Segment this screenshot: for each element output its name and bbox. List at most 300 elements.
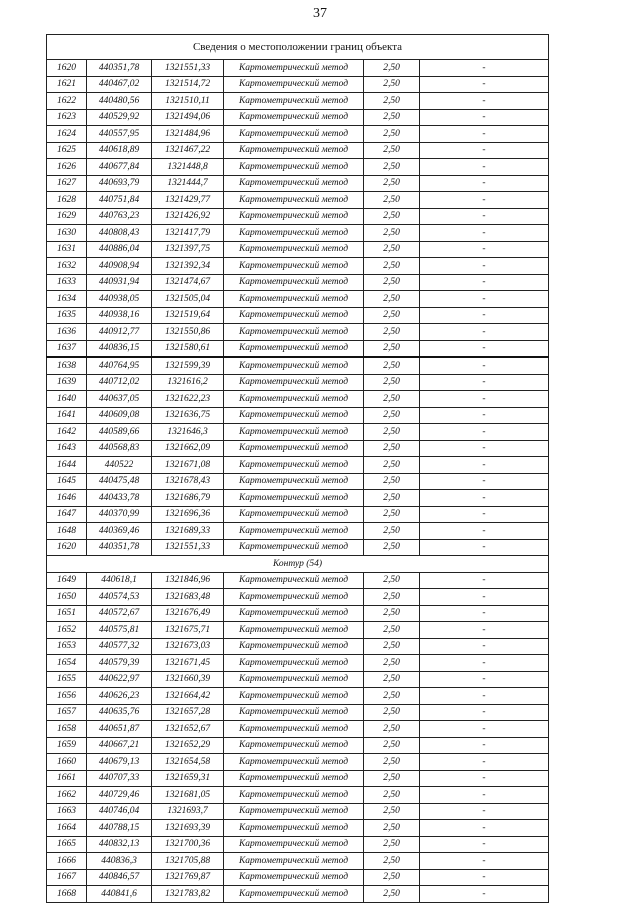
y-coordinate-cell: 1321693,39: [152, 820, 224, 837]
table-row: [47, 258, 549, 275]
x-coordinate-cell: 440568,83: [87, 440, 152, 457]
note-cell: -: [420, 803, 549, 820]
x-coordinate-cell: 440480,56: [87, 93, 152, 110]
method-cell: Картометрический метод: [224, 704, 364, 721]
y-coordinate-cell: 1321683,48: [152, 589, 224, 606]
table-row: [47, 307, 549, 324]
table-row: [47, 192, 549, 209]
point-number-cell: 1655: [47, 671, 87, 688]
note-cell: -: [420, 258, 549, 275]
x-coordinate-cell: 440572,67: [87, 605, 152, 622]
point-number-cell: 1665: [47, 836, 87, 853]
table-header-row: [47, 35, 549, 60]
note-cell: -: [420, 76, 549, 93]
method-cell: Картометрический метод: [224, 340, 364, 357]
point-number-cell: 1662: [47, 787, 87, 804]
accuracy-cell: 2,50: [364, 869, 420, 886]
y-coordinate-cell: 1321681,05: [152, 787, 224, 804]
x-coordinate-cell: 440677,84: [87, 159, 152, 176]
point-number-cell: 1663: [47, 803, 87, 820]
table-row: [47, 622, 549, 639]
note-cell: -: [420, 126, 549, 143]
method-cell: Картометрический метод: [224, 192, 364, 209]
accuracy-cell: 2,50: [364, 803, 420, 820]
table-row: [47, 671, 549, 688]
table-row: [47, 175, 549, 192]
table-row: [47, 274, 549, 291]
accuracy-cell: 2,50: [364, 291, 420, 308]
x-coordinate-cell: 440938,05: [87, 291, 152, 308]
note-cell: -: [420, 869, 549, 886]
y-coordinate-cell: 1321783,82: [152, 886, 224, 903]
accuracy-cell: 2,50: [364, 473, 420, 490]
x-coordinate-cell: 440609,08: [87, 407, 152, 424]
accuracy-cell: 2,50: [364, 192, 420, 209]
x-coordinate-cell: 440808,43: [87, 225, 152, 242]
note-cell: -: [420, 622, 549, 639]
point-number-cell: 1620: [47, 60, 87, 77]
method-cell: Картометрический метод: [224, 506, 364, 523]
accuracy-cell: 2,50: [364, 440, 420, 457]
y-coordinate-cell: 1321660,39: [152, 671, 224, 688]
table-row: [47, 770, 549, 787]
y-coordinate-cell: 1321657,28: [152, 704, 224, 721]
x-coordinate-cell: 440836,15: [87, 340, 152, 357]
point-number-cell: 1642: [47, 424, 87, 441]
x-coordinate-cell: 440475,48: [87, 473, 152, 490]
method-cell: Картометрический метод: [224, 60, 364, 77]
y-coordinate-cell: 1321686,79: [152, 490, 224, 507]
point-number-cell: 1657: [47, 704, 87, 721]
y-coordinate-cell: 1321397,75: [152, 241, 224, 258]
x-coordinate-cell: 440729,46: [87, 787, 152, 804]
note-cell: -: [420, 241, 549, 258]
y-coordinate-cell: 1321675,71: [152, 622, 224, 639]
table-row: [47, 853, 549, 870]
y-coordinate-cell: 1321599,39: [152, 357, 224, 374]
point-number-cell: 1639: [47, 374, 87, 391]
note-cell: -: [420, 572, 549, 589]
note-cell: -: [420, 225, 549, 242]
method-cell: Картометрический метод: [224, 638, 364, 655]
note-cell: -: [420, 523, 549, 540]
x-coordinate-cell: 440912,77: [87, 324, 152, 341]
y-coordinate-cell: 1321505,04: [152, 291, 224, 308]
x-coordinate-cell: 440764,95: [87, 357, 152, 374]
x-coordinate-cell: 440651,87: [87, 721, 152, 738]
method-cell: Картометрический метод: [224, 374, 364, 391]
note-cell: -: [420, 589, 549, 606]
note-cell: -: [420, 324, 549, 341]
note-cell: -: [420, 836, 549, 853]
note-cell: -: [420, 671, 549, 688]
y-coordinate-cell: 1321448,8: [152, 159, 224, 176]
point-number-cell: 1668: [47, 886, 87, 903]
point-number-cell: 1654: [47, 655, 87, 672]
note-cell: -: [420, 175, 549, 192]
accuracy-cell: 2,50: [364, 539, 420, 556]
method-cell: Картометрический метод: [224, 688, 364, 705]
point-number-cell: 1648: [47, 523, 87, 540]
point-number-cell: 1644: [47, 457, 87, 474]
note-cell: -: [420, 886, 549, 903]
table-row: [47, 291, 549, 308]
method-cell: Картометрический метод: [224, 109, 364, 126]
note-cell: -: [420, 340, 549, 357]
x-coordinate-cell: 440788,15: [87, 820, 152, 837]
y-coordinate-cell: 1321417,79: [152, 225, 224, 242]
x-coordinate-cell: 440635,76: [87, 704, 152, 721]
note-cell: -: [420, 473, 549, 490]
y-coordinate-cell: 1321659,31: [152, 770, 224, 787]
point-number-cell: 1630: [47, 225, 87, 242]
table-row: [47, 589, 549, 606]
accuracy-cell: 2,50: [364, 638, 420, 655]
table-row: [47, 506, 549, 523]
y-coordinate-cell: 1321622,23: [152, 391, 224, 408]
method-cell: Картометрический метод: [224, 324, 364, 341]
point-number-cell: 1635: [47, 307, 87, 324]
table-row: [47, 836, 549, 853]
table-row: [47, 704, 549, 721]
y-coordinate-cell: 1321689,33: [152, 523, 224, 540]
note-cell: -: [420, 721, 549, 738]
table-row: [47, 324, 549, 341]
x-coordinate-cell: 440707,33: [87, 770, 152, 787]
method-cell: Картометрический метод: [224, 225, 364, 242]
table-row: [47, 490, 549, 507]
accuracy-cell: 2,50: [364, 76, 420, 93]
point-number-cell: 1637: [47, 340, 87, 357]
method-cell: Картометрический метод: [224, 589, 364, 606]
point-number-cell: 1631: [47, 241, 87, 258]
x-coordinate-cell: 440637,05: [87, 391, 152, 408]
x-coordinate-cell: 440369,46: [87, 523, 152, 540]
method-cell: Картометрический метод: [224, 721, 364, 738]
method-cell: Картометрический метод: [224, 424, 364, 441]
y-coordinate-cell: 1321551,33: [152, 60, 224, 77]
accuracy-cell: 2,50: [364, 605, 420, 622]
method-cell: Картометрический метод: [224, 869, 364, 886]
x-coordinate-cell: 440618,89: [87, 142, 152, 159]
y-coordinate-cell: 1321467,22: [152, 142, 224, 159]
accuracy-cell: 2,50: [364, 407, 420, 424]
accuracy-cell: 2,50: [364, 208, 420, 225]
y-coordinate-cell: 1321580,61: [152, 340, 224, 357]
point-number-cell: 1660: [47, 754, 87, 771]
x-coordinate-cell: 440938,16: [87, 307, 152, 324]
note-cell: -: [420, 490, 549, 507]
accuracy-cell: 2,50: [364, 770, 420, 787]
table-row: [47, 357, 549, 374]
y-coordinate-cell: 1321510,11: [152, 93, 224, 110]
point-number-cell: 1620: [47, 539, 87, 556]
note-cell: -: [420, 424, 549, 441]
accuracy-cell: 2,50: [364, 506, 420, 523]
table-row: [47, 391, 549, 408]
x-coordinate-cell: 440557,95: [87, 126, 152, 143]
note-cell: -: [420, 457, 549, 474]
x-coordinate-cell: 440841,6: [87, 886, 152, 903]
point-number-cell: 1647: [47, 506, 87, 523]
note-cell: -: [420, 192, 549, 209]
y-coordinate-cell: 1321646,3: [152, 424, 224, 441]
table-row: [47, 109, 549, 126]
accuracy-cell: 2,50: [364, 853, 420, 870]
y-coordinate-cell: 1321616,2: [152, 374, 224, 391]
method-cell: Картометрический метод: [224, 142, 364, 159]
accuracy-cell: 2,50: [364, 93, 420, 110]
table-row: [47, 76, 549, 93]
table-row: [47, 721, 549, 738]
method-cell: Картометрический метод: [224, 159, 364, 176]
y-coordinate-cell: 1321673,03: [152, 638, 224, 655]
note-cell: -: [420, 853, 549, 870]
table-row: [47, 638, 549, 655]
table-row: [47, 457, 549, 474]
note-cell: -: [420, 407, 549, 424]
x-coordinate-cell: 440351,78: [87, 60, 152, 77]
point-number-cell: 1636: [47, 324, 87, 341]
accuracy-cell: 2,50: [364, 490, 420, 507]
accuracy-cell: 2,50: [364, 258, 420, 275]
note-cell: -: [420, 737, 549, 754]
method-cell: Картометрический метод: [224, 175, 364, 192]
method-cell: Картометрический метод: [224, 737, 364, 754]
accuracy-cell: 2,50: [364, 820, 420, 837]
accuracy-cell: 2,50: [364, 391, 420, 408]
method-cell: Картометрический метод: [224, 622, 364, 639]
method-cell: Картометрический метод: [224, 391, 364, 408]
y-coordinate-cell: 1321662,09: [152, 440, 224, 457]
accuracy-cell: 2,50: [364, 572, 420, 589]
accuracy-cell: 2,50: [364, 159, 420, 176]
table-row: [47, 142, 549, 159]
note-cell: -: [420, 291, 549, 308]
accuracy-cell: 2,50: [364, 374, 420, 391]
point-number-cell: 1629: [47, 208, 87, 225]
table-row: [47, 340, 549, 357]
accuracy-cell: 2,50: [364, 523, 420, 540]
method-cell: Картометрический метод: [224, 671, 364, 688]
table-row: [47, 440, 549, 457]
y-coordinate-cell: 1321652,29: [152, 737, 224, 754]
x-coordinate-cell: 440746,04: [87, 803, 152, 820]
accuracy-cell: 2,50: [364, 655, 420, 672]
point-number-cell: 1664: [47, 820, 87, 837]
point-number-cell: 1661: [47, 770, 87, 787]
point-number-cell: 1623: [47, 109, 87, 126]
accuracy-cell: 2,50: [364, 671, 420, 688]
point-number-cell: 1649: [47, 572, 87, 589]
point-number-cell: 1656: [47, 688, 87, 705]
point-number-cell: 1650: [47, 589, 87, 606]
method-cell: Картометрический метод: [224, 473, 364, 490]
point-number-cell: 1626: [47, 159, 87, 176]
x-coordinate-cell: 440370,99: [87, 506, 152, 523]
y-coordinate-cell: 1321550,86: [152, 324, 224, 341]
note-cell: -: [420, 274, 549, 291]
note-cell: -: [420, 440, 549, 457]
x-coordinate-cell: 440667,21: [87, 737, 152, 754]
table-row: [47, 374, 549, 391]
table-row: [47, 820, 549, 837]
point-number-cell: 1666: [47, 853, 87, 870]
y-coordinate-cell: 1321678,43: [152, 473, 224, 490]
point-number-cell: 1624: [47, 126, 87, 143]
point-number-cell: 1634: [47, 291, 87, 308]
y-coordinate-cell: 1321636,75: [152, 407, 224, 424]
table-row: [47, 869, 549, 886]
y-coordinate-cell: 1321444,7: [152, 175, 224, 192]
point-number-cell: 1633: [47, 274, 87, 291]
method-cell: Картометрический метод: [224, 291, 364, 308]
table-row: [47, 159, 549, 176]
y-coordinate-cell: 1321494,06: [152, 109, 224, 126]
point-number-cell: 1646: [47, 490, 87, 507]
note-cell: -: [420, 820, 549, 837]
method-cell: Картометрический метод: [224, 490, 364, 507]
page-number: 37: [313, 6, 327, 21]
accuracy-cell: 2,50: [364, 324, 420, 341]
method-cell: Картометрический метод: [224, 572, 364, 589]
accuracy-cell: 2,50: [364, 787, 420, 804]
point-number-cell: 1643: [47, 440, 87, 457]
x-coordinate-cell: 440467,02: [87, 76, 152, 93]
method-cell: Картометрический метод: [224, 539, 364, 556]
point-number-cell: 1659: [47, 737, 87, 754]
method-cell: Картометрический метод: [224, 770, 364, 787]
table-row: [47, 523, 549, 540]
note-cell: -: [420, 770, 549, 787]
method-cell: Картометрический метод: [224, 126, 364, 143]
y-coordinate-cell: 1321671,45: [152, 655, 224, 672]
contour-label: Контур (54): [47, 556, 549, 573]
accuracy-cell: 2,50: [364, 307, 420, 324]
note-cell: -: [420, 109, 549, 126]
y-coordinate-cell: 1321696,36: [152, 506, 224, 523]
point-number-cell: 1627: [47, 175, 87, 192]
table-row: [47, 539, 549, 556]
point-number-cell: 1652: [47, 622, 87, 639]
method-cell: Картометрический метод: [224, 93, 364, 110]
accuracy-cell: 2,50: [364, 688, 420, 705]
y-coordinate-cell: 1321392,34: [152, 258, 224, 275]
accuracy-cell: 2,50: [364, 274, 420, 291]
y-coordinate-cell: 1321846,96: [152, 572, 224, 589]
y-coordinate-cell: 1321426,92: [152, 208, 224, 225]
method-cell: Картометрический метод: [224, 258, 364, 275]
method-cell: Картометрический метод: [224, 836, 364, 853]
table-row: [47, 126, 549, 143]
x-coordinate-cell: 440577,32: [87, 638, 152, 655]
table-row: [47, 241, 549, 258]
method-cell: Картометрический метод: [224, 754, 364, 771]
method-cell: Картометрический метод: [224, 357, 364, 374]
y-coordinate-cell: 1321671,08: [152, 457, 224, 474]
x-coordinate-cell: 440751,84: [87, 192, 152, 209]
x-coordinate-cell: 440836,3: [87, 853, 152, 870]
x-coordinate-cell: 440908,94: [87, 258, 152, 275]
accuracy-cell: 2,50: [364, 225, 420, 242]
x-coordinate-cell: 440522: [87, 457, 152, 474]
accuracy-cell: 2,50: [364, 126, 420, 143]
y-coordinate-cell: 1321551,33: [152, 539, 224, 556]
x-coordinate-cell: 440575,81: [87, 622, 152, 639]
y-coordinate-cell: 1321769,87: [152, 869, 224, 886]
method-cell: Картометрический метод: [224, 307, 364, 324]
x-coordinate-cell: 440618,1: [87, 572, 152, 589]
table-row: [47, 688, 549, 705]
note-cell: -: [420, 655, 549, 672]
table-row: [47, 93, 549, 110]
point-number-cell: 1653: [47, 638, 87, 655]
method-cell: Картометрический метод: [224, 803, 364, 820]
y-coordinate-cell: 1321705,88: [152, 853, 224, 870]
table-row: [47, 60, 549, 77]
x-coordinate-cell: 440679,13: [87, 754, 152, 771]
y-coordinate-cell: 1321700,36: [152, 836, 224, 853]
point-number-cell: 1667: [47, 869, 87, 886]
accuracy-cell: 2,50: [364, 175, 420, 192]
accuracy-cell: 2,50: [364, 754, 420, 771]
x-coordinate-cell: 440931,94: [87, 274, 152, 291]
note-cell: -: [420, 688, 549, 705]
note-cell: -: [420, 754, 549, 771]
accuracy-cell: 2,50: [364, 886, 420, 903]
x-coordinate-cell: 440579,39: [87, 655, 152, 672]
note-cell: -: [420, 60, 549, 77]
method-cell: Картометрический метод: [224, 523, 364, 540]
y-coordinate-cell: 1321652,67: [152, 721, 224, 738]
note-cell: -: [420, 142, 549, 159]
contour-row: [47, 556, 549, 573]
point-number-cell: 1641: [47, 407, 87, 424]
note-cell: -: [420, 506, 549, 523]
note-cell: -: [420, 374, 549, 391]
accuracy-cell: 2,50: [364, 622, 420, 639]
accuracy-cell: 2,50: [364, 340, 420, 357]
point-number-cell: 1622: [47, 93, 87, 110]
table-row: [47, 473, 549, 490]
y-coordinate-cell: 1321654,58: [152, 754, 224, 771]
table-row: [47, 407, 549, 424]
y-coordinate-cell: 1321693,7: [152, 803, 224, 820]
method-cell: Картометрический метод: [224, 787, 364, 804]
x-coordinate-cell: 440846,57: [87, 869, 152, 886]
x-coordinate-cell: 440693,79: [87, 175, 152, 192]
x-coordinate-cell: 440351,78: [87, 539, 152, 556]
point-number-cell: 1638: [47, 357, 87, 374]
method-cell: Картометрический метод: [224, 820, 364, 837]
note-cell: -: [420, 159, 549, 176]
method-cell: Картометрический метод: [224, 886, 364, 903]
table-row: [47, 803, 549, 820]
method-cell: Картометрический метод: [224, 853, 364, 870]
accuracy-cell: 2,50: [364, 109, 420, 126]
note-cell: -: [420, 93, 549, 110]
point-number-cell: 1640: [47, 391, 87, 408]
x-coordinate-cell: 440763,23: [87, 208, 152, 225]
x-coordinate-cell: 440832,13: [87, 836, 152, 853]
table-row: [47, 886, 549, 903]
table-row: [47, 225, 549, 242]
x-coordinate-cell: 440626,23: [87, 688, 152, 705]
accuracy-cell: 2,50: [364, 704, 420, 721]
table-row: [47, 424, 549, 441]
accuracy-cell: 2,50: [364, 60, 420, 77]
method-cell: Картометрический метод: [224, 274, 364, 291]
